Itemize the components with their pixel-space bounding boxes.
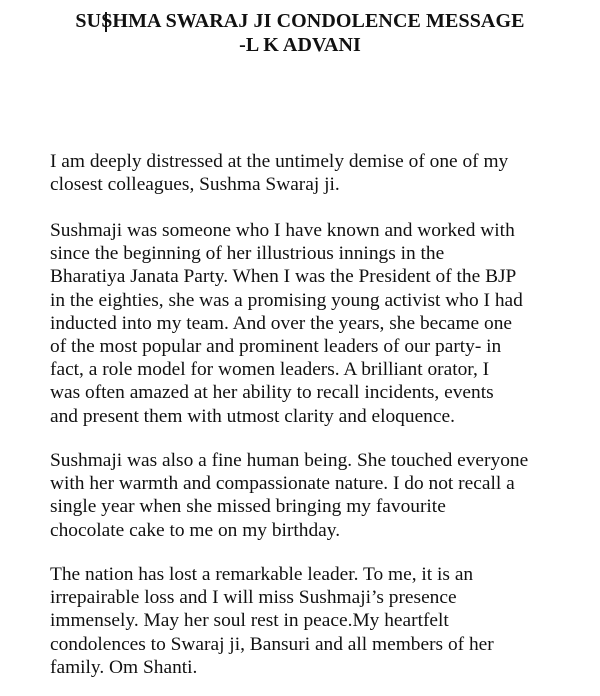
paragraph-line: closest colleagues, Sushma Swaraj ji. <box>50 174 340 196</box>
paragraph-line: I am deeply distressed at the untimely demise of one of my <box>50 151 509 172</box>
paragraph-1 <box>50 150 590 196</box>
paragraph-line: with her warmth and compassionate nature. I do not recall a <box>50 473 515 495</box>
paragraph-line: family. Om Shanti. <box>50 656 198 678</box>
paragraph-line: condolences to Swaraj ji, Bansuri and all members of her <box>50 633 494 655</box>
paragraph-line: chocolate cake to me on my birthday. <box>50 519 341 541</box>
document-title: SUSHMA SWARAJ JI CONDOLENCE MESSAGE <box>75 10 525 32</box>
paragraph-line: Bharatiya Janata Party. When I was the President of the BJP <box>50 266 517 288</box>
paragraph-line: Sushmaji was also a fine human being. She touched everyone <box>50 450 529 471</box>
paragraph-line: immensely. May her soul rest in peace.My heartfelt <box>50 610 449 632</box>
document-author: -L K ADVANI <box>239 34 361 56</box>
paragraph-line: in the eighties, she was a promising young activist who I had <box>50 289 523 311</box>
paragraph-line: of the most popular and prominent leaders of our party- in <box>50 336 502 358</box>
paragraph-line: was often amazed at her ability to recall incidents, events <box>50 382 494 404</box>
paragraph-line: since the beginning of her illustrious innings in the <box>50 243 445 265</box>
paragraph-3 <box>50 449 590 542</box>
paragraph-line: inducted into my team. And over the years, she became one <box>50 312 512 334</box>
paragraph-line: single year when she missed bringing my favourite <box>50 496 446 518</box>
paragraph-line: irrepairable loss and I will miss Sushmaji’s presence <box>50 587 457 609</box>
paragraph-line: fact, a role model for women leaders. A brilliant orator, I <box>50 359 490 381</box>
paragraph-line: and present them with utmost clarity and eloquence. <box>50 405 455 427</box>
paragraph-4 <box>50 563 590 679</box>
paragraph-line: Sushmaji was someone who I have known and worked with <box>50 220 515 241</box>
paragraph-line: The nation has lost a remarkable leader. To me, it is an <box>50 564 474 585</box>
paragraph-2 <box>50 219 590 428</box>
